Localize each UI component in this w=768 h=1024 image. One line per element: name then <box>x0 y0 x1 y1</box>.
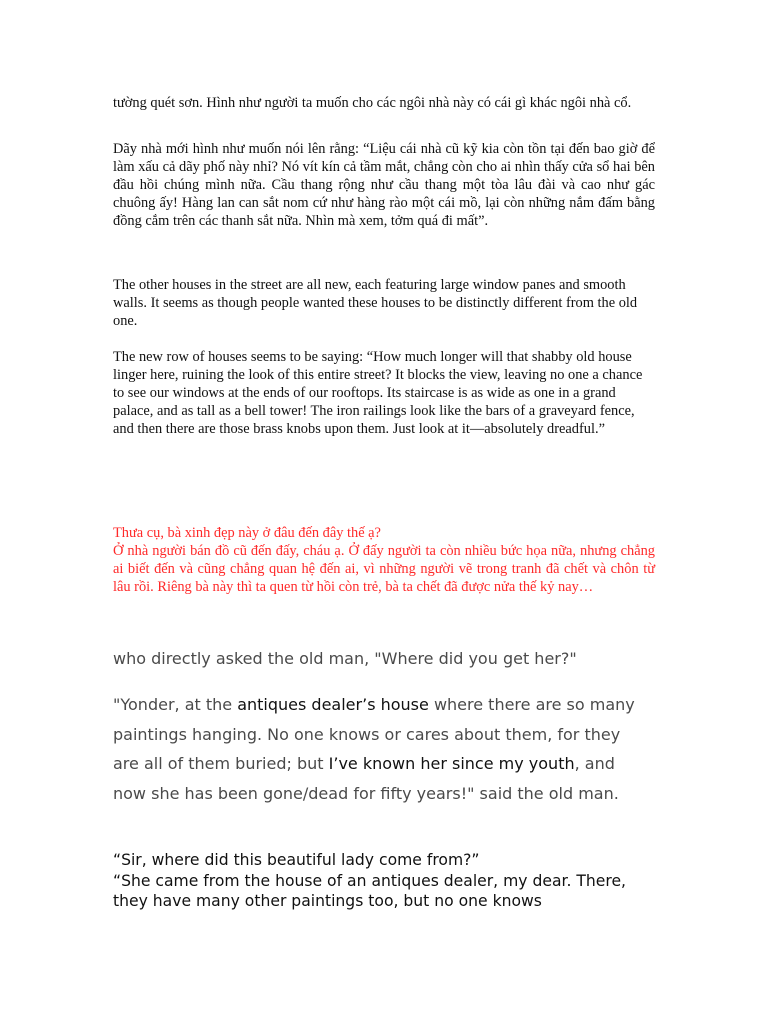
red-vietnamese-line-2: Ở nhà người bán đồ cũ đến đấy, cháu ạ. Ở đấy người ta còn nhiều bức họa nữa, nhưng chẳng ai biết đến và cũng chẳng quan hệ đến ai, vì những người vẽ trong tranh đã chết và chôn từ lâu rồi. Riêng bà này thì ta quen từ hồi còn trẻ, bà ta chết đã được nửa thế kỷ nay… <box>113 543 655 595</box>
english-paragraph-2: The new row of houses seems to be saying: “How much longer will that shabby old house linger here, ruining the look of this entire street? It blocks the view, leaving no one a chance to see our windows at the ends of our rooftops. Its staircase is as wide as one in a grand palace, and as tall as a bell tower! The iron railings look like the bars of a graveyard fence, and then there are those brass knobs upon them. Just look at it—absolutely dreadful.” <box>113 349 643 437</box>
translation-quote <box>113 690 648 808</box>
translation-line: who directly asked the old man, "Where did you get her?" <box>113 649 577 668</box>
dialog-line-2: “She came from the house of an antiques dealer, my dear. There, they have many other paintings too, but no one knows <box>113 871 627 910</box>
quote-highlight-antiques-dealer: antiques dealer’s house <box>237 695 429 714</box>
vietnamese-paragraph-1: tường quét sơn. Hình như người ta muốn cho các ngôi nhà này có cái gì khác ngôi nhà cổ. <box>113 95 632 111</box>
dialog-line-1: “Sir, where did this beautiful lady come from?” <box>113 851 480 869</box>
vietnamese-paragraph-2: Dãy nhà mới hình như muốn nói lên rằng: “Liệu cái nhà cũ kỹ kia còn tồn tại đến bao giờ để làm xấu cả dãy phố này nhỉ? Nó vít kín cả tầm mắt, chẳng còn cho ai nhìn thấy cửa sổ hai bên đầu hồi chúng mình nữa. Cầu thang rộng như cầu thang một tòa lâu đài và cao như gác chuông ấy! Hàng lan can sắt nom cứ như hàng rào một cái mồ, lại còn những nắm đấm bằng đồng cắm trên các thanh sắt nữa. Nhìn mà xem, tởm quá đi mất”. <box>113 141 655 229</box>
quote-part-1: "Yonder, at the <box>113 695 238 714</box>
red-vietnamese-dialog <box>113 524 655 596</box>
red-vietnamese-line-1: Thưa cụ, bà xinh đẹp này ở đâu đến đây thế ạ? <box>113 525 381 541</box>
quote-part-5: , and now she has been gone/dead for fifty years!" said the old man. <box>113 754 619 803</box>
english-dialog <box>113 850 648 912</box>
quote-part-3: where there are so many paintings hanging. No one knows or cares about them, for they are all of them buried; but <box>113 695 635 773</box>
quote-highlight-known-her: I’ve known her since my youth <box>328 754 575 773</box>
english-paragraph-1: The other houses in the street are all new, each featuring large window panes and smooth walls. It seems as though people wanted these houses to be distinctly different from the old one. <box>113 277 638 329</box>
